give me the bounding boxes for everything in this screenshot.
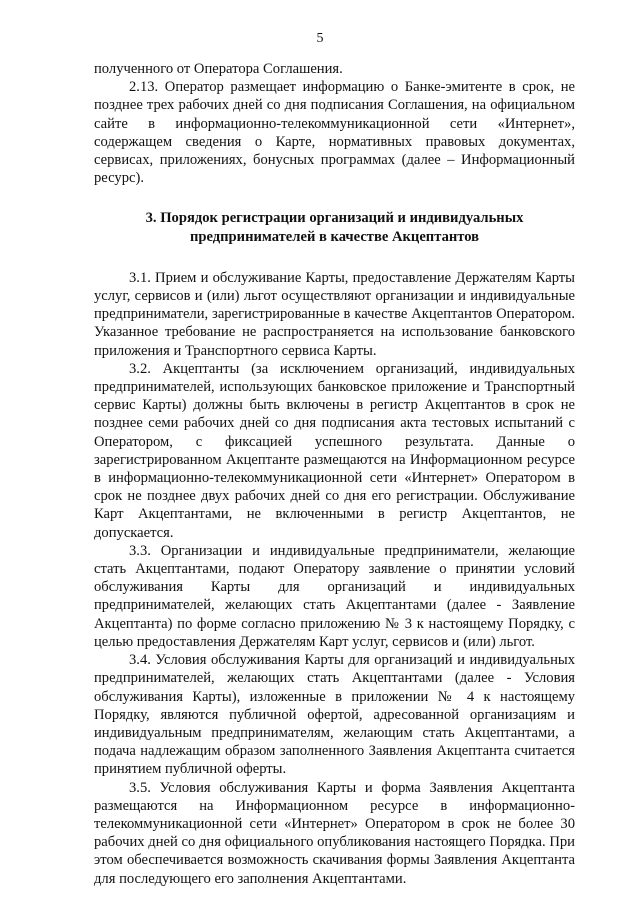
section-heading-line-2: предпринимателей в качестве Акцептантов — [189, 228, 480, 245]
section-heading-line-1: 3. Порядок регистрации организаций и индивидуальных — [145, 210, 524, 227]
paragraph-3-3: 3.3. Организации и индивидуальные предприниматели, желающие стать Акцептантами, подают Оператору заявление о принятии условий обслуживания Карты для организаций и индивидуальных предпринимателей, желающих стать Акцептантами (далее - Заявление Акцептанта) по форме согласно приложению № 3 к настоящему Порядку, с целью предоставления Держателям Карт услуг, сервисов и (или) льгот. — [94, 542, 575, 650]
paragraph-3-2: 3.2. Акцептанты (за исключением организаций, индивидуальных предпринимателей, использующих банковское приложение и Транспортный сервис Карты) должны быть включены в регистр Акцептантов в срок не позднее семи рабочих дней со дня подписания акта тестовых испытаний с Оператором, с фиксацией успешного результата. Данные о зарегистрированном Акцептанте размещаются на Информационном ресурсе в информационно-телекоммуникационной сети «Интернет» Оператором в срок не позднее двух рабочих дней со дня его регистрации. Обслуживание Карт Акцептантами, не включенными в регистр Акцептантов, не допускается. — [94, 360, 575, 541]
paragraph-3-4: 3.4. Условия обслуживания Карты для организаций и индивидуальных предпринимателей, желающих стать Акцептантами (далее - Условия обслуживания Карты), изложенные в приложении № 4 к настоящему Порядку, являются публичной офертой, адресованной организациям и индивидуальным предпринимателям, желающим стать Акцептантами, а подача надлежащим образом заполненного Заявления Акцептанта считается принятием публичной оферты. — [94, 652, 575, 778]
paragraph-3-5: 3.5. Условия обслуживания Карты и форма Заявления Акцептанта размещаются на Информационном ресурсе в информационно-телекоммуникационной сети «Интернет» Оператором в срок не более 30 рабочих дней со дня официального опубликования настоящего Порядка. При этом обеспечивается возможность скачивания формы Заявления Акцептанта для последующего его заполнения Акцептантами. — [94, 779, 575, 887]
section-heading — [94, 209, 575, 245]
paragraph-3-1: 3.1. Прием и обслуживание Карты, предоставление Держателям Карты услуг, сервисов и (или) льгот осуществляют организации и индивидуальные предприниматели, зарегистрированные в качестве Акцептантов Оператором. Указанное требование не распространяется на использование банковского приложения и Транспортного сервиса Карты. — [94, 269, 575, 359]
paragraph-continuation: полученного от Оператора Соглашения. — [94, 61, 343, 77]
page-number: 5 — [316, 31, 324, 46]
document-body — [94, 60, 575, 888]
paragraph-2-13: 2.13. Оператор размещает информацию о Банке-эмитенте в срок, не позднее трех рабочих дней со дня подписания Соглашения, на официальном сайте в информационно-телекоммуникационной сети «Интернет», содержащем сведения о Карте, нормативных правовых документах, сервисах, приложениях, бонусных программах (далее – Информационный ресурс). — [94, 79, 575, 187]
